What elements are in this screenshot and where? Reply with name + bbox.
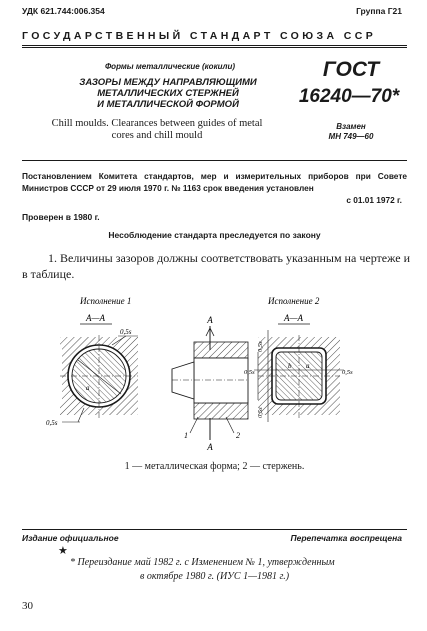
udk-code: УДК 621.744:006.354 (22, 6, 105, 16)
reissue-note (70, 556, 410, 584)
dim-0-5s-top: 0,5s (257, 341, 264, 352)
label-num-1: 1 (184, 431, 188, 440)
title-rule (22, 160, 407, 161)
decree-text: Постановлением Комитета стандартов, мер и измерительных приборов при Совете Министров СССР от 29 июля 1970 г. № 1163 срок введения установлен (22, 171, 407, 193)
state-standard-heading: ГОСУДАРСТВЕННЫЙ СТАНДАРТ СОЮЗА ССР (22, 30, 377, 42)
variant-2-section-view (254, 330, 344, 422)
reissue-line-1: * Переиздание май 1982 г. с Изменением № 1, утвержденным (70, 557, 335, 568)
variant-2-label: Исполнение 2 (268, 296, 320, 306)
decree-date: с 01.01 1972 г. (346, 195, 402, 205)
checked-year: Проверен в 1980 г. (22, 212, 100, 222)
document-subtitle: Формы металлические (кокили) (104, 62, 236, 71)
replaces-label: Взамен (336, 122, 366, 131)
variant-1-label: Исполнение 1 (80, 296, 132, 306)
document-title (62, 77, 274, 110)
violation-notice: Несоблюдение стандарта преследуется по закону (108, 230, 321, 240)
page-number: 30 (22, 600, 33, 612)
header-rule (22, 45, 407, 46)
dim-a-variant2: a (306, 362, 310, 370)
label-num-2: 2 (236, 431, 240, 440)
title-en-line-2: cores and chill mould (111, 130, 203, 141)
dim-a-variant1: a (86, 384, 90, 392)
footer-rule (22, 529, 407, 530)
replaces-value: МН 749—60 (328, 132, 374, 141)
dim-0-5s-left: 0,5s (244, 369, 255, 376)
dim-0-5s-variant1: 0,5s (46, 419, 58, 427)
title-line-2: МЕТАЛЛИЧЕСКИХ СТЕРЖНЕЙ (97, 88, 239, 99)
dim-0-5s-bottom: 0,5s (257, 407, 264, 418)
gost-number: 16240—70* (298, 86, 400, 107)
paragraph-1: 1. Величины зазоров должны соответствовать указанным на чертеже и в таблице. (22, 251, 410, 281)
official-edition: Издание официальное (22, 533, 119, 543)
title-line-1: ЗАЗОРЫ МЕЖДУ НАПРАВЛЯЮЩИМИ (79, 77, 257, 88)
section-label-1: А—А (86, 313, 105, 323)
title-en-line-1: Chill moulds. Clearances between guides of metal (51, 118, 263, 129)
section-label-2: А—А (284, 313, 303, 323)
dim-0-5s-right: 0,5s (342, 369, 353, 376)
gost-label: ГОСТ (322, 58, 380, 81)
reissue-line-2: в октябре 1980 г. (ИУС 1—1981 г.) (140, 571, 290, 582)
title-line-3: И МЕТАЛЛИЧЕСКОЙ ФОРМОЙ (97, 99, 239, 110)
star-icon: ★ (58, 545, 68, 557)
variant-1-section-view (52, 335, 138, 422)
reprint-prohibited: Перепечатка воспрещена (290, 533, 402, 543)
replaces-standard (292, 122, 410, 142)
section-mark-bottom: А (207, 442, 213, 452)
figure-caption: 1 — металлическая форма; 2 — стержень. (124, 461, 305, 472)
group-code: Группа Г21 (356, 6, 402, 16)
technical-drawing (22, 290, 412, 458)
dim-0-5sa: 0,5s (120, 328, 132, 336)
dim-b: b (288, 362, 292, 370)
header-rule-thin (22, 47, 407, 48)
document-title-english (28, 118, 286, 142)
section-mark-top: А (207, 315, 213, 325)
